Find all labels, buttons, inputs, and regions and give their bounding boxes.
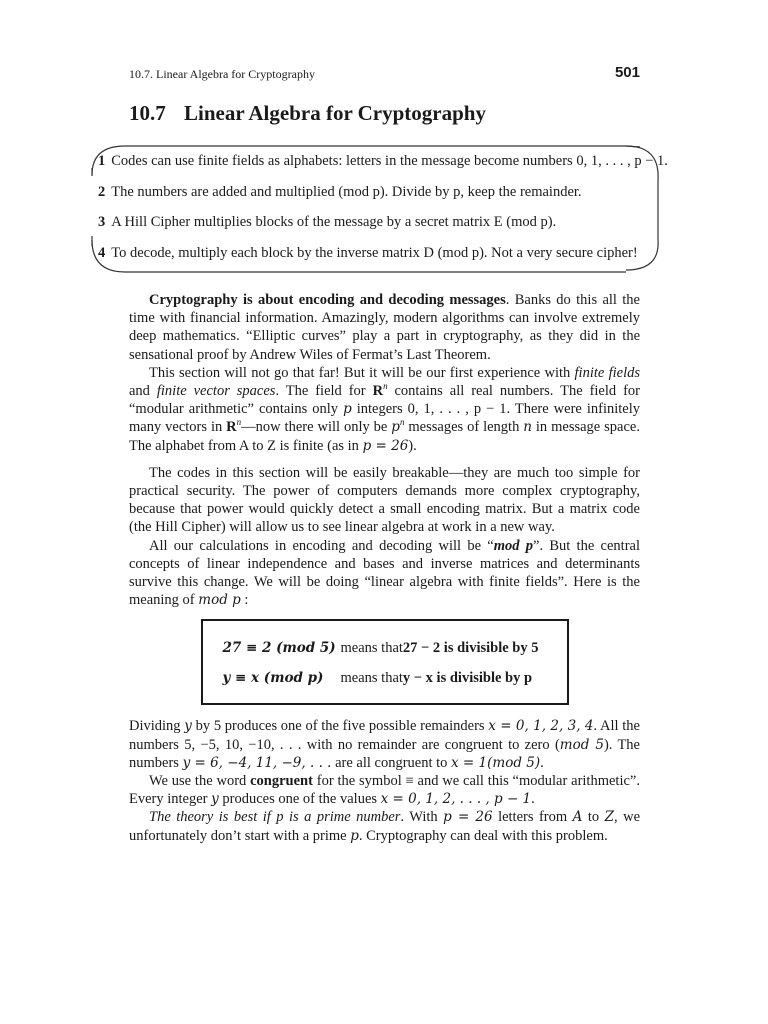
summary-item-text: A Hill Cipher multiplies blocks of the message by a secret matrix E (mod p). [111,214,557,230]
summary-item-text: The numbers are added and multiplied (mod p). Divide by p, keep the remainder. [111,183,582,200]
summary-item [98,242,654,273]
lead-bold: Cryptography is about encoding and decoding messages [149,292,506,308]
mod-equation: y ≡ x (mod p) [222,670,324,687]
body-text [129,291,640,845]
summary-item [98,150,668,181]
paragraph-intro: Cryptography is about encoding and decoding messages. Banks do this all the time with financial information. Amazingly, modern algorithms can involve extremely deep mathematics. “Elliptic curves” play a part in cryptography, as they did in the sensational proof by Andrew Wiles of Fermat’s Last Theorem. [129,292,640,363]
mod-definition-box [201,619,569,705]
paragraph-prime: The theory is best if p is a prime number. With p = 26 letters from A to Z, we unfortunately don’t start with a prime p. Cryptography can deal with this problem. [129,809,641,844]
paragraph-congruent: We use the word congruent for the symbol ≡ and we call this “modular arithmetic”. Every integer y produces one of the values x = 0, 1, 2, . . . , p − 1. [129,773,640,808]
paragraph-remainders: Dividing y by 5 produces one of the five possible remainders x = 0, 1, 2, 3, 4. All the numbers 5, −5, 10, −10, . . . with no remainder are congruent to zero (mod 5). The numbers y = 6, −4, 11, −9, . . . are all congruent to x = 1(mod 5). [129,718,640,771]
section-title [129,101,486,126]
running-head: 10.7. Linear Algebra for Cryptography [129,67,315,81]
paragraph-finite-fields: This section will not go that far! But it will be our first experience with finite fields and finite vector spaces. The field for $R^n$ contains all real numbers. The field for “modular arithmetic” contains only p integers 0, 1, . . . , p − 1. There were infinitely many vectors in $R^n—now$ there will only be $p^n$ messages of length n in message space. The alphabet from A to Z is finite (as in p = 26). [129,364,640,454]
summary-item [98,211,654,242]
summary-item-text: Codes can use finite fields as alphabets: letters in the message become numbers 0, 1, . . . , p − 1. [111,153,668,169]
page-header [129,64,640,84]
summary-item-number: 2 [98,183,106,200]
mod-row: y ≡ x (mod p) means thaty − x is divisible by p [222,670,533,687]
section-title-text: Linear Algebra for Cryptography [184,101,486,125]
summary-list [98,150,668,272]
summary-item [98,181,654,212]
summary-item-number: 1 [98,153,106,169]
paragraph-mod-p: All our calculations in encoding and decoding will be “mod p”. But the central concepts of linear independence and bases and inverse matrices and determinants survive this change. We will be doing “linear algebra with finite fields”. Here is the meaning of mod p : [129,537,640,609]
section-number: 10.7 [129,101,166,125]
summary-item-text: To decode, multiply each block by the inverse matrix D (mod p). Not a very secure cipher! [111,244,638,261]
paragraph-breakable: The codes in this section will be easily breakable—they are much too simple for practical security. The power of computers demands more complex cryptography, because that power would quickly detect a small encoding matrix. But a matrix code (the Hill Cipher) will allow us to see linear algebra at work in a new way. [129,464,640,536]
summary-item-number: 3 [98,214,106,230]
mod-row: 27 ≡ 2 (mod 5) means that27 − 2 is divisible by 5 [222,640,539,657]
summary-item-number: 4 [98,244,106,261]
mod-equation: 27 ≡ 2 (mod 5) [222,640,336,657]
page-number: 501 [614,64,640,81]
